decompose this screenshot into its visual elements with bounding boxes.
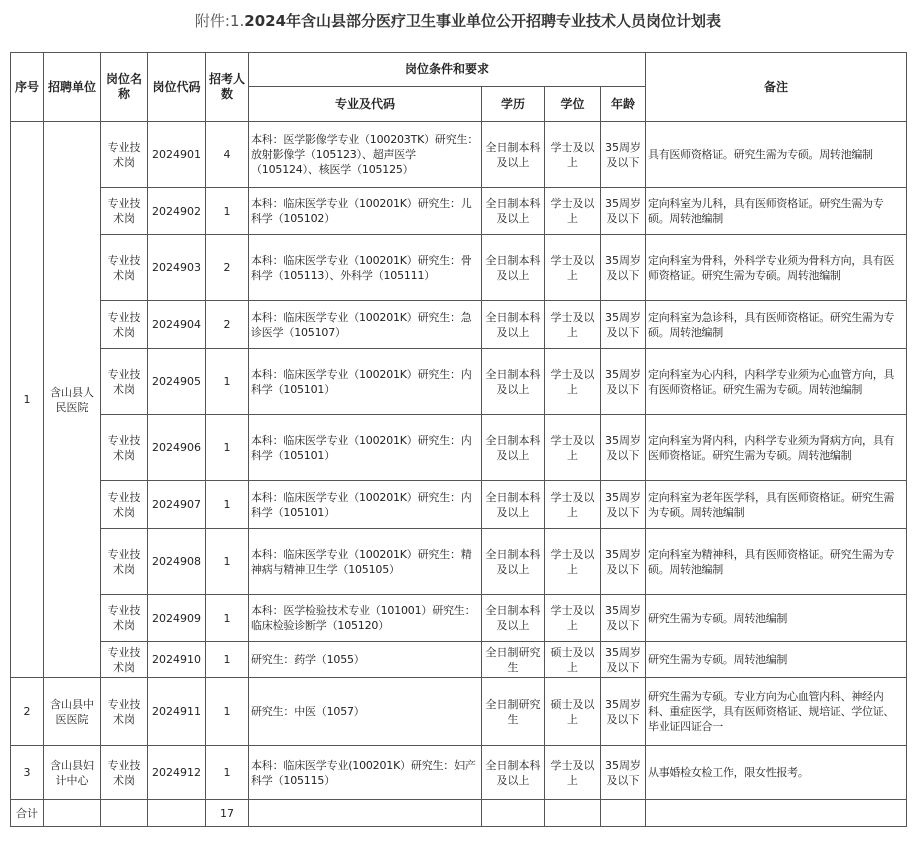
position-code-cell: 2024907 — [148, 481, 206, 529]
education-cell: 全日制研究生 — [482, 642, 545, 678]
major-cell: 本科：临床医学专业（100201K）研究生：儿科学（105102） — [249, 188, 482, 235]
degree-cell: 学士及以上 — [545, 349, 601, 415]
education-cell: 全日制本科及以上 — [482, 746, 545, 800]
age-cell: 35周岁及以下 — [601, 235, 646, 301]
count-cell: 1 — [206, 678, 249, 746]
position-code-cell: 2024902 — [148, 188, 206, 235]
page-title — [0, 10, 916, 32]
major-cell: 本科：临床医学专业（100201K）研究生：骨科学（105113）、外科学（105111） — [249, 235, 482, 301]
header-education: 学历 — [482, 87, 545, 122]
age-cell: 35周岁及以下 — [601, 678, 646, 746]
education-cell: 全日制本科及以上 — [482, 415, 545, 481]
count-cell: 1 — [206, 481, 249, 529]
position-name-cell: 专业技术岗 — [101, 349, 148, 415]
table-row — [11, 642, 907, 678]
title-main: 2024年含山县部分医疗卫生事业单位公开招聘专业技术人员岗位计划表 — [244, 12, 722, 30]
remark-cell: 定向科室为心内科，内科学专业须为心血管方向，具有医师资格证。研究生需为专硕。周转池编制 — [646, 349, 907, 415]
count-cell: 2 — [206, 301, 249, 349]
empty-cell — [101, 800, 148, 827]
header-seq: 序号 — [11, 53, 44, 122]
empty-cell — [545, 800, 601, 827]
major-cell: 研究生：药学（1055） — [249, 642, 482, 678]
remark-cell: 定向科室为精神科，具有医师资格证。研究生需为专硕。周转池编制 — [646, 529, 907, 595]
position-code-cell: 2024908 — [148, 529, 206, 595]
age-cell: 35周岁及以下 — [601, 415, 646, 481]
degree-cell: 学士及以上 — [545, 235, 601, 301]
header-degree: 学位 — [545, 87, 601, 122]
table-row — [11, 595, 907, 642]
major-cell: 本科：临床医学专业（100201K）研究生：内科学（105101） — [249, 349, 482, 415]
remark-cell: 定向科室为骨科，外科学专业须为骨科方向，具有医师资格证。研究生需为专硕。周转池编制 — [646, 235, 907, 301]
education-cell: 全日制本科及以上 — [482, 301, 545, 349]
degree-cell: 硕士及以上 — [545, 678, 601, 746]
position-name-cell: 专业技术岗 — [101, 235, 148, 301]
major-cell: 本科：临床医学专业（100201K）研究生：急诊医学（105107） — [249, 301, 482, 349]
education-cell: 全日制本科及以上 — [482, 529, 545, 595]
position-code-cell: 2024903 — [148, 235, 206, 301]
unit-cell: 含山县妇计中心 — [44, 746, 101, 800]
empty-cell — [249, 800, 482, 827]
degree-cell: 学士及以上 — [545, 301, 601, 349]
degree-cell: 硕士及以上 — [545, 642, 601, 678]
degree-cell: 学士及以上 — [545, 415, 601, 481]
empty-cell — [148, 800, 206, 827]
position-name-cell: 专业技术岗 — [101, 642, 148, 678]
unit-cell: 含山县中医医院 — [44, 678, 101, 746]
position-name-cell: 专业技术岗 — [101, 529, 148, 595]
header-count: 招考人数 — [206, 53, 249, 122]
position-code-cell: 2024904 — [148, 301, 206, 349]
count-cell: 2 — [206, 235, 249, 301]
degree-cell: 学士及以上 — [545, 595, 601, 642]
major-cell: 研究生：中医（1057） — [249, 678, 482, 746]
major-cell: 本科：临床医学专业（100201K）研究生：内科学（105101） — [249, 481, 482, 529]
degree-cell: 学士及以上 — [545, 122, 601, 188]
remark-cell: 定向科室为儿科，具有医师资格证。研究生需为专硕。周转池编制 — [646, 188, 907, 235]
count-cell: 1 — [206, 529, 249, 595]
count-cell: 1 — [206, 642, 249, 678]
position-name-cell: 专业技术岗 — [101, 415, 148, 481]
empty-cell — [646, 800, 907, 827]
unit-cell: 含山县人民医院 — [44, 122, 101, 678]
age-cell: 35周岁及以下 — [601, 188, 646, 235]
remark-cell: 从事婚检女检工作，限女性报考。 — [646, 746, 907, 800]
education-cell: 全日制本科及以上 — [482, 349, 545, 415]
position-code-cell: 2024912 — [148, 746, 206, 800]
position-name-cell: 专业技术岗 — [101, 595, 148, 642]
total-row — [11, 800, 907, 827]
header-remark: 备注 — [646, 53, 907, 122]
table-row — [11, 122, 907, 188]
seq-cell: 2 — [11, 678, 44, 746]
degree-cell: 学士及以上 — [545, 188, 601, 235]
total-label: 合计 — [11, 800, 44, 827]
position-code-cell: 2024901 — [148, 122, 206, 188]
degree-cell: 学士及以上 — [545, 481, 601, 529]
table-row — [11, 678, 907, 746]
age-cell: 35周岁及以下 — [601, 529, 646, 595]
position-name-cell: 专业技术岗 — [101, 678, 148, 746]
age-cell: 35周岁及以下 — [601, 481, 646, 529]
education-cell: 全日制研究生 — [482, 678, 545, 746]
header-major: 专业及代码 — [249, 87, 482, 122]
table-row — [11, 188, 907, 235]
age-cell: 35周岁及以下 — [601, 746, 646, 800]
table-row — [11, 301, 907, 349]
major-cell: 本科：临床医学专业（100201K）研究生：精神病与精神卫生学（105105） — [249, 529, 482, 595]
education-cell: 全日制本科及以上 — [482, 188, 545, 235]
position-code-cell: 2024905 — [148, 349, 206, 415]
header-position-name: 岗位名称 — [101, 53, 148, 122]
title-prefix: 附件:1. — [194, 12, 245, 30]
remark-cell: 研究生需为专硕。周转池编制 — [646, 642, 907, 678]
empty-cell — [44, 800, 101, 827]
age-cell: 35周岁及以下 — [601, 642, 646, 678]
major-cell: 本科：医学影像学专业（100203TK）研究生：放射影像学（105123）、超声医学（105124）、核医学（105125） — [249, 122, 482, 188]
count-cell: 1 — [206, 746, 249, 800]
remark-cell: 具有医师资格证。研究生需为专硕。周转池编制 — [646, 122, 907, 188]
count-cell: 1 — [206, 188, 249, 235]
age-cell: 35周岁及以下 — [601, 595, 646, 642]
degree-cell: 学士及以上 — [545, 529, 601, 595]
position-name-cell: 专业技术岗 — [101, 301, 148, 349]
count-cell: 1 — [206, 415, 249, 481]
recruitment-table — [10, 52, 907, 827]
header-age: 年龄 — [601, 87, 646, 122]
remark-cell: 定向科室为急诊科，具有医师资格证。研究生需为专硕。周转池编制 — [646, 301, 907, 349]
education-cell: 全日制本科及以上 — [482, 235, 545, 301]
seq-cell: 1 — [11, 122, 44, 678]
header-conditions: 岗位条件和要求 — [249, 53, 646, 87]
header-unit: 招聘单位 — [44, 53, 101, 122]
position-name-cell: 专业技术岗 — [101, 481, 148, 529]
total-count: 17 — [206, 800, 249, 827]
age-cell: 35周岁及以下 — [601, 349, 646, 415]
position-code-cell: 2024910 — [148, 642, 206, 678]
education-cell: 全日制本科及以上 — [482, 481, 545, 529]
empty-cell — [601, 800, 646, 827]
age-cell: 35周岁及以下 — [601, 301, 646, 349]
major-cell: 本科：临床医学专业(100201K）研究生：妇产科学（105115） — [249, 746, 482, 800]
position-name-cell: 专业技术岗 — [101, 122, 148, 188]
position-name-cell: 专业技术岗 — [101, 746, 148, 800]
header-position-code: 岗位代码 — [148, 53, 206, 122]
degree-cell: 学士及以上 — [545, 746, 601, 800]
table-row — [11, 746, 907, 800]
table-row — [11, 235, 907, 301]
education-cell: 全日制本科及以上 — [482, 595, 545, 642]
empty-cell — [482, 800, 545, 827]
seq-cell: 3 — [11, 746, 44, 800]
count-cell: 1 — [206, 595, 249, 642]
count-cell: 1 — [206, 349, 249, 415]
major-cell: 本科：临床医学专业（100201K）研究生：内科学（105101） — [249, 415, 482, 481]
remark-cell: 研究生需为专硕。周转池编制 — [646, 595, 907, 642]
education-cell: 全日制本科及以上 — [482, 122, 545, 188]
remark-cell: 研究生需为专硕。专业方向为心血管内科、神经内科、重症医学，具有医师资格证、规培证、学位证、毕业证四证合一 — [646, 678, 907, 746]
table-row — [11, 415, 907, 481]
remark-cell: 定向科室为肾内科，内科学专业须为肾病方向，具有医师资格证。研究生需为专硕。周转池编制 — [646, 415, 907, 481]
remark-cell: 定向科室为老年医学科，具有医师资格证。研究生需为专硕。周转池编制 — [646, 481, 907, 529]
age-cell: 35周岁及以下 — [601, 122, 646, 188]
count-cell: 4 — [206, 122, 249, 188]
position-name-cell: 专业技术岗 — [101, 188, 148, 235]
position-code-cell: 2024911 — [148, 678, 206, 746]
major-cell: 本科：医学检验技术专业（101001）研究生：临床检验诊断学（105120） — [249, 595, 482, 642]
position-code-cell: 2024906 — [148, 415, 206, 481]
table-row — [11, 529, 907, 595]
table-row — [11, 349, 907, 415]
table-row — [11, 481, 907, 529]
position-code-cell: 2024909 — [148, 595, 206, 642]
